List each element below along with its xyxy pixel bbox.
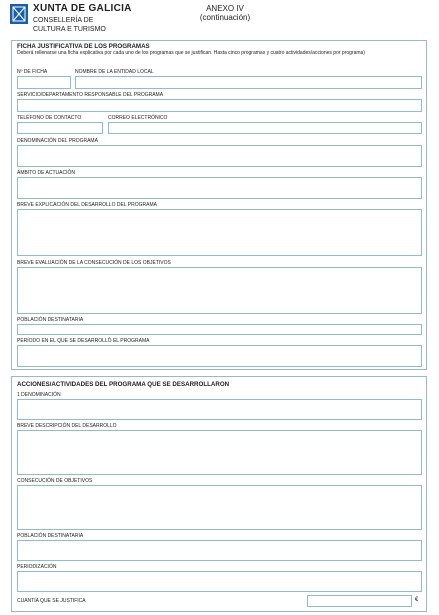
department-line-2: CULTURA E TURISMO bbox=[33, 25, 106, 33]
activity-population-field[interactable] bbox=[17, 540, 422, 561]
target-population-label: POBLACIÓN DESTINATARIA bbox=[17, 317, 84, 323]
amount-field[interactable] bbox=[307, 595, 412, 607]
timing-field[interactable] bbox=[17, 571, 422, 592]
activity-development-label: BREVE DESCRIPCIÓN DEL DESARROLLO bbox=[17, 423, 117, 429]
scope-field[interactable] bbox=[17, 177, 422, 199]
program-name-field[interactable] bbox=[17, 145, 422, 167]
scope-label: ÁMBITO DE ACTUACIÓN bbox=[17, 170, 75, 176]
email-label: CORREO ELECTRÓNICO bbox=[108, 115, 168, 121]
denomination-label: 1 DENOMINACIÓN bbox=[17, 392, 61, 398]
annex-title: ANEXO IV bbox=[206, 4, 244, 13]
department-line-1: CONSELLERÍA DE bbox=[33, 17, 94, 24]
currency-symbol: € bbox=[415, 597, 419, 603]
period-label: PERÍODO EN EL QUE SE DESARROLLÓ EL PROGRAMA bbox=[17, 338, 150, 344]
email-field[interactable] bbox=[108, 122, 422, 134]
entity-name-field[interactable] bbox=[75, 76, 422, 89]
section-title: FICHA JUSTIFICATIVA DE LOS PROGRAMAS bbox=[17, 43, 150, 50]
objectives-eval-label: BREVE EVALUACIÓN DE LA CONSECUCIÓN DE LOS OBJETIVOS bbox=[17, 260, 171, 266]
service-label: SERVICIO/DEPARTAMENTO RESPONSABLE DEL PROGRAMA bbox=[17, 92, 164, 98]
annex-heading bbox=[180, 4, 270, 22]
annex-subtitle: (continuación) bbox=[199, 13, 251, 22]
objectives-eval-field[interactable] bbox=[17, 267, 422, 314]
program-sheet-section bbox=[11, 40, 427, 370]
department-name bbox=[33, 17, 106, 34]
activities-section bbox=[11, 376, 427, 612]
denomination-field[interactable] bbox=[17, 399, 422, 420]
section-note: Deberá rellenarse una ficha explicativa por cada uno de los programas que se justifican. Hasta cinco programas y cuatro actividades/acciones por programa) bbox=[17, 50, 365, 56]
xunta-logo-icon bbox=[10, 4, 28, 24]
activity-objectives-field[interactable] bbox=[17, 485, 422, 530]
activity-objectives-label: CONSECUCIÓN DE OBJETIVOS bbox=[17, 478, 93, 484]
file-number-field[interactable] bbox=[17, 76, 71, 89]
activity-development-field[interactable] bbox=[17, 430, 422, 475]
program-name-label: DENOMINACIÓN DEL PROGRAMA bbox=[17, 138, 98, 144]
timing-label: PERIODIZACIÓN bbox=[17, 564, 57, 570]
development-label: BREVE EXPLICACIÓN DEL DESARROLLO DEL PROGRAMA bbox=[17, 202, 157, 208]
target-population-field[interactable] bbox=[17, 324, 422, 335]
phone-field[interactable] bbox=[17, 122, 103, 134]
phone-label: TELÉFONO DE CONTACTO bbox=[17, 115, 82, 121]
amount-label: CUANTÍA QUE SE JUSTIFICA bbox=[17, 598, 86, 604]
entity-name-label: NOMBRE DE LA ENTIDAD LOCAL bbox=[75, 69, 154, 75]
org-name: XUNTA DE GALICIA bbox=[33, 3, 132, 14]
period-field[interactable] bbox=[17, 345, 422, 367]
development-field[interactable] bbox=[17, 209, 422, 256]
file-number-label: Nº DE FICHA bbox=[17, 69, 48, 75]
section-title: ACCIONES/ACTIVIDADES DEL PROGRAMA QUE SE DESARROLLARON bbox=[17, 381, 230, 388]
activity-population-label: POBLACIÓN DESTINATARIA bbox=[17, 533, 84, 539]
service-field[interactable] bbox=[17, 99, 422, 112]
